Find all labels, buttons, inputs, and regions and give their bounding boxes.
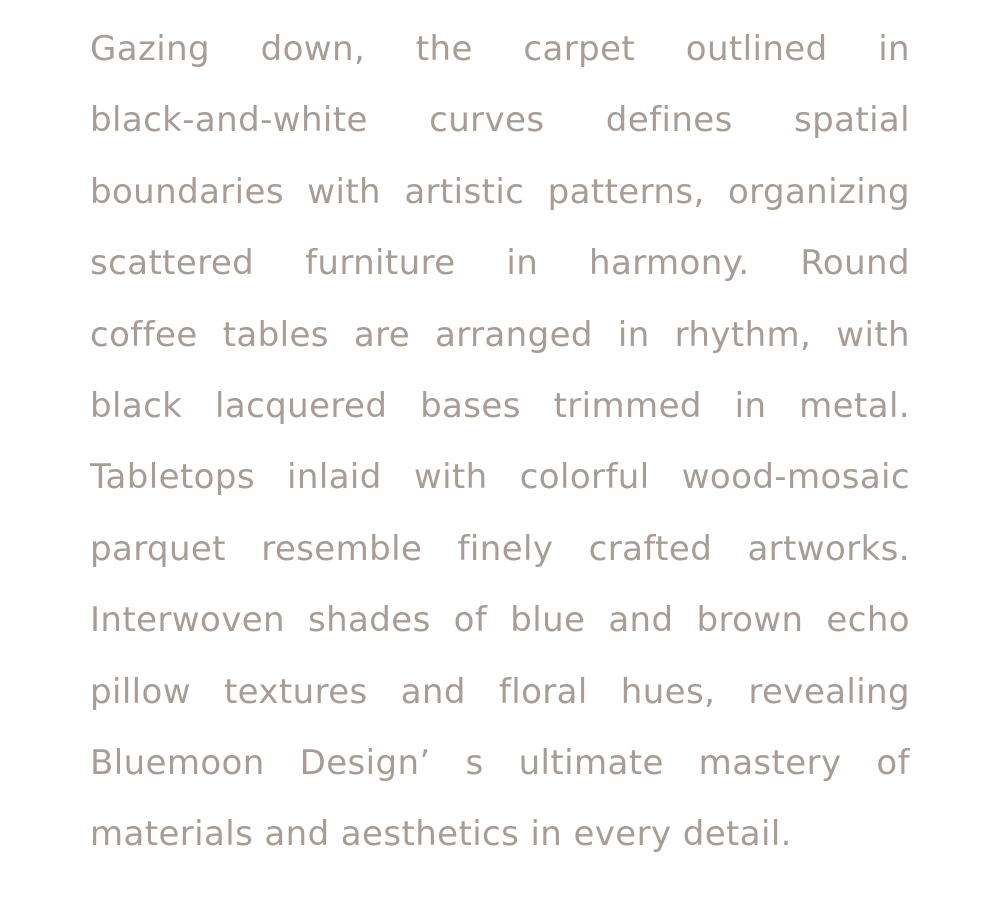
- paragraph-line: Bluemoon Design’ s ultimate mastery of: [90, 742, 910, 783]
- paragraph-line: Tabletops inlaid with colorful wood-mosaic: [90, 457, 910, 498]
- paragraph-line: black-and-white curves defines spatial: [90, 100, 910, 141]
- paragraph-line: black lacquered bases trimmed in metal.: [90, 385, 910, 426]
- paragraph-line: boundaries with artistic patterns, organizing: [90, 171, 910, 212]
- paragraph-line: scattered furniture in harmony. Round: [90, 243, 910, 284]
- paragraph-line: Interwoven shades of blue and brown echo: [90, 600, 910, 641]
- paragraph-line: coffee tables are arranged in rhythm, with: [90, 314, 910, 355]
- paragraph-line: materials and aesthetics in every detail.: [90, 814, 792, 855]
- paragraph-line: parquet resemble finely crafted artworks.: [90, 528, 910, 569]
- paragraph-line: Gazing down, the carpet outlined in: [90, 29, 910, 69]
- paragraph-line: pillow textures and floral hues, revealing: [90, 671, 910, 712]
- body-paragraph: [90, 14, 910, 871]
